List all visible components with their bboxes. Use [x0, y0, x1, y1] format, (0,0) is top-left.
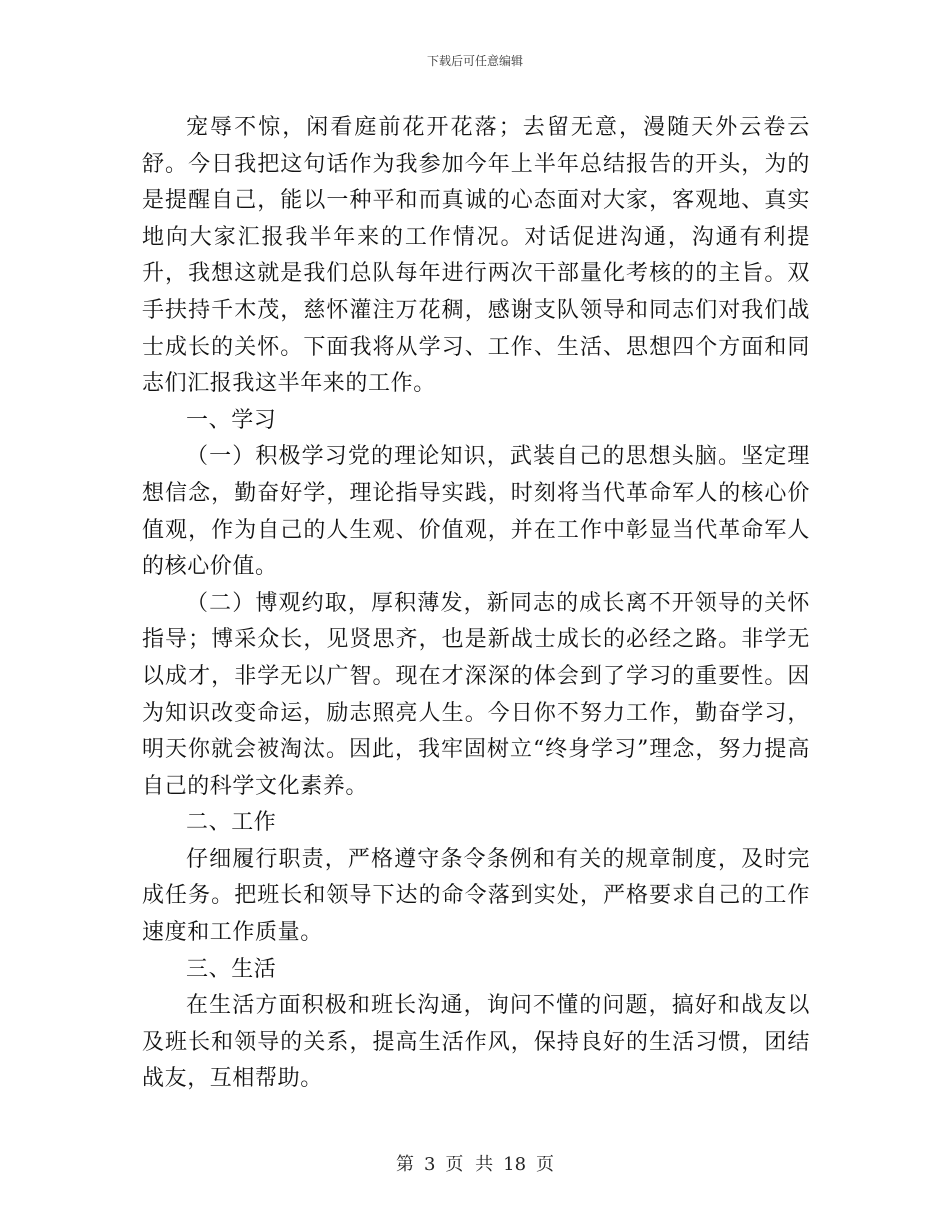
footer-prefix: 第	[395, 1154, 414, 1175]
section-heading-work: 二、工作	[186, 810, 277, 836]
work-paragraph: 仔细履行职责，严格遵守条令条例和有关的规章制度，及时完成任务。把班长和领导下达的命令落到实处，严格要求自己的工作速度和工作质量。	[142, 846, 810, 946]
document-body	[142, 110, 810, 1098]
study-item-2-paragraph: （二）博观约取，厚积薄发，新同志的成长离不开领导的关怀指导；博采众长，见贤思齐，也是新战士成长的必经之路。非学无以成才，非学无以广智。现在才深深的体会到了学习的重要性。因为知识改变命运，励志照亮人生。今日你不努力工作，勤奋学习，明天你就会被淘汰。因此，我牢固树立“终身学习”理念，努力提高自己的科学文化素养。	[142, 590, 810, 799]
intro-paragraph: 宠辱不惊，闲看庭前花开花落；去留无意，漫随天外云卷云舒。今日我把这句话作为我参加今年上半年总结报告的开头，为的是提醒自己，能以一种平和而真诚的心态面对大家，客观地、真实地向大家汇报我半年来的工作情况。对话促进沟通，沟通有利提升，我想这就是我们总队每年进行两次干部量化考核的的主旨。双手扶持千木茂，慈怀灌注万花稠，感谢支队领导和同志们对我们战士成长的关怀。下面我将从学习、工作、生活、思想四个方面和同志们汇报我这半年来的工作。	[142, 115, 810, 397]
page-header: 下载后可任意编辑	[426, 54, 523, 68]
footer-page-number: 3	[423, 1154, 436, 1175]
study-item-1-paragraph: （一）积极学习党的理论知识，武装自己的思想头脑。坚定理想信念，勤奋好学，理论指导实践，时刻将当代革命军人的核心价值观，作为自己的人生观、价值观，并在工作中彰显当代革命军人的核心价值。	[142, 444, 810, 580]
section-heading-life: 三、生活	[186, 956, 277, 982]
life-paragraph: 在生活方面积极和班长沟通，询问不懂的问题，搞好和战友以及班长和领导的关系，提高生活作风，保持良好的生活习惯，团结战友，互相帮助。	[142, 993, 810, 1092]
section-heading-study: 一、学习	[186, 407, 277, 433]
footer-suffix: 页	[536, 1154, 555, 1175]
footer-mid: 页 共	[445, 1154, 494, 1175]
page-footer	[0, 1150, 950, 1176]
footer-total-pages: 18	[503, 1154, 527, 1175]
